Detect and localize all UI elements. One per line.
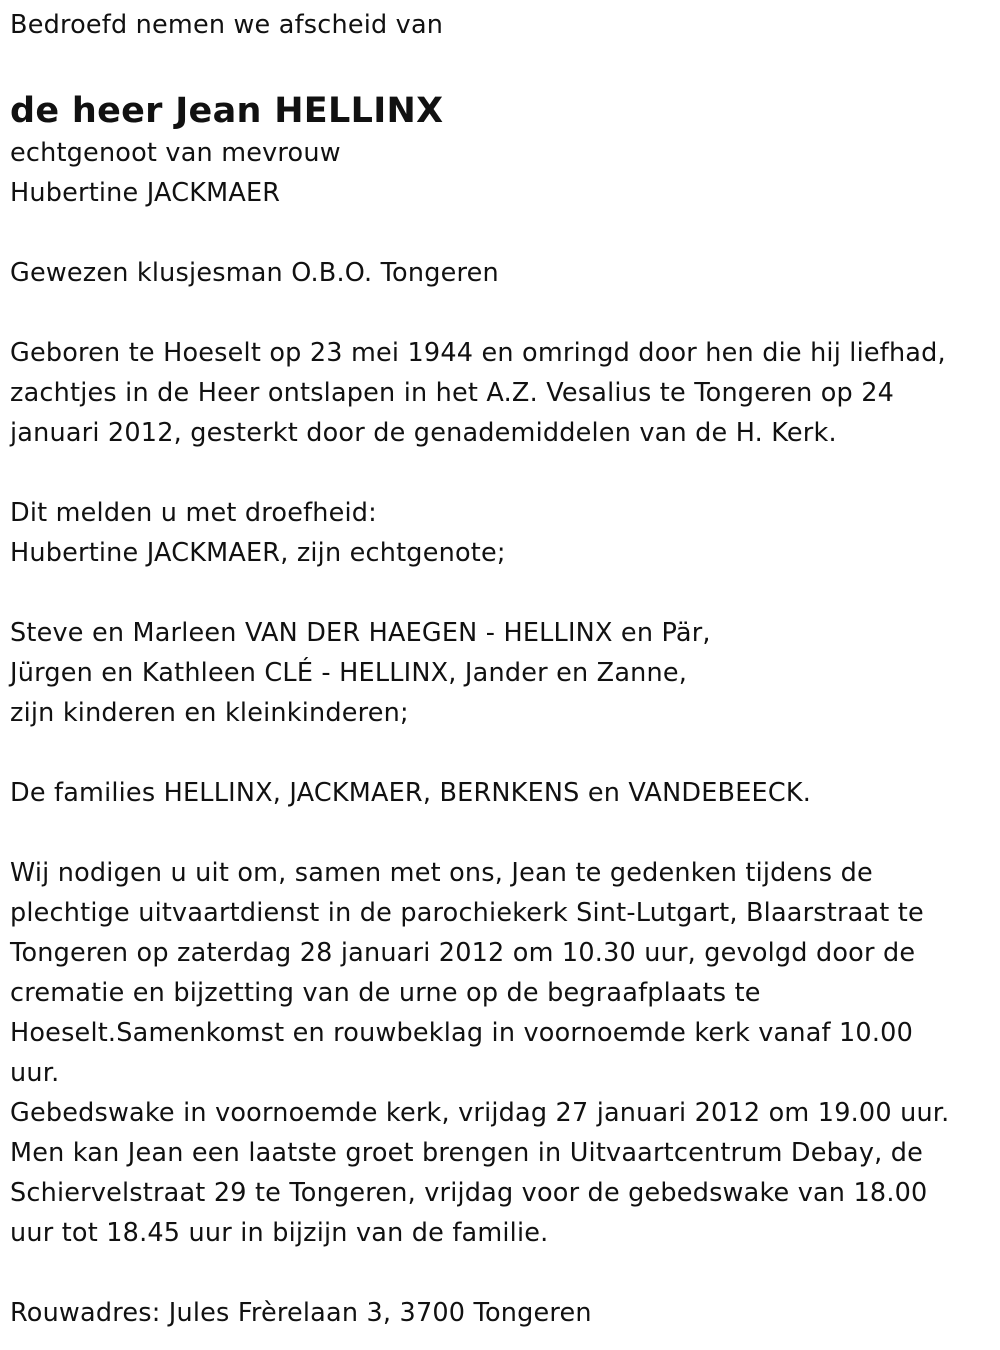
spacer xyxy=(10,45,990,85)
spouse-line: Hubertine JACKMAER xyxy=(10,178,281,208)
birth-death-line: januari 2012, gesterkt door de genademiddelen van de H. Kerk. xyxy=(10,418,837,448)
obituary-notice xyxy=(10,5,990,1333)
children-line: zijn kinderen en kleinkinderen; xyxy=(10,698,409,728)
children-line: Jürgen en Kathleen CLÉ - HELLINX, Jander en Zanne, xyxy=(10,658,688,688)
service-line: Schiervelstraat 29 te Tongeren, vrijdag voor de gebedswake van 18.00 xyxy=(10,1178,928,1208)
intro-text: Bedroefd nemen we afscheid van xyxy=(10,10,444,40)
spacer xyxy=(10,453,990,493)
spacer xyxy=(10,293,990,333)
birth-death-line: Geboren te Hoeselt op 23 mei 1944 en omringd door hen die hij liefhad, xyxy=(10,338,946,368)
spacer xyxy=(10,733,990,773)
service-line: Men kan Jean een laatste groet brengen in Uitvaartcentrum Debay, de xyxy=(10,1138,924,1168)
announcement-line: Dit melden u met droefheid: xyxy=(10,498,377,528)
service-line: Hoeselt.Samenkomst en rouwbeklag in voornoemde kerk vanaf 10.00 xyxy=(10,1018,914,1048)
spouse-line: echtgenoot van mevrouw xyxy=(10,138,341,168)
families-text: De families HELLINX, JACKMAER, BERNKENS en VANDEBEECK. xyxy=(10,778,812,808)
service-line: uur. xyxy=(10,1058,60,1088)
service-line: Wij nodigen u uit om, samen met ons, Jean te gedenken tijdens de xyxy=(10,858,873,888)
spacer xyxy=(10,813,990,853)
service-line: Tongeren op zaterdag 28 januari 2012 om 10.30 uur, gevolgd door de xyxy=(10,938,916,968)
service-line: Gebedswake in voornoemde kerk, vrijdag 27 januari 2012 om 19.00 uur. xyxy=(10,1098,950,1128)
service-line: uur tot 18.45 uur in bijzijn van de familie. xyxy=(10,1218,549,1248)
occupation-text: Gewezen klusjesman O.B.O. Tongeren xyxy=(10,258,499,288)
spacer xyxy=(10,1253,990,1293)
mourning-address: Rouwadres: Jules Frèrelaan 3, 3700 Tongeren xyxy=(10,1298,592,1328)
spacer xyxy=(10,573,990,613)
service-line: crematie en bijzetting van de urne op de begraafplaats te xyxy=(10,978,761,1008)
announcement-line: Hubertine JACKMAER, zijn echtgenote; xyxy=(10,538,506,568)
children-line: Steve en Marleen VAN DER HAEGEN - HELLINX en Pär, xyxy=(10,618,711,648)
service-line: plechtige uitvaartdienst in de parochiekerk Sint-Lutgart, Blaarstraat te xyxy=(10,898,924,928)
deceased-name: de heer Jean HELLINX xyxy=(10,91,444,131)
birth-death-line: zachtjes in de Heer ontslapen in het A.Z. Vesalius te Tongeren op 24 xyxy=(10,378,895,408)
spacer xyxy=(10,213,990,253)
